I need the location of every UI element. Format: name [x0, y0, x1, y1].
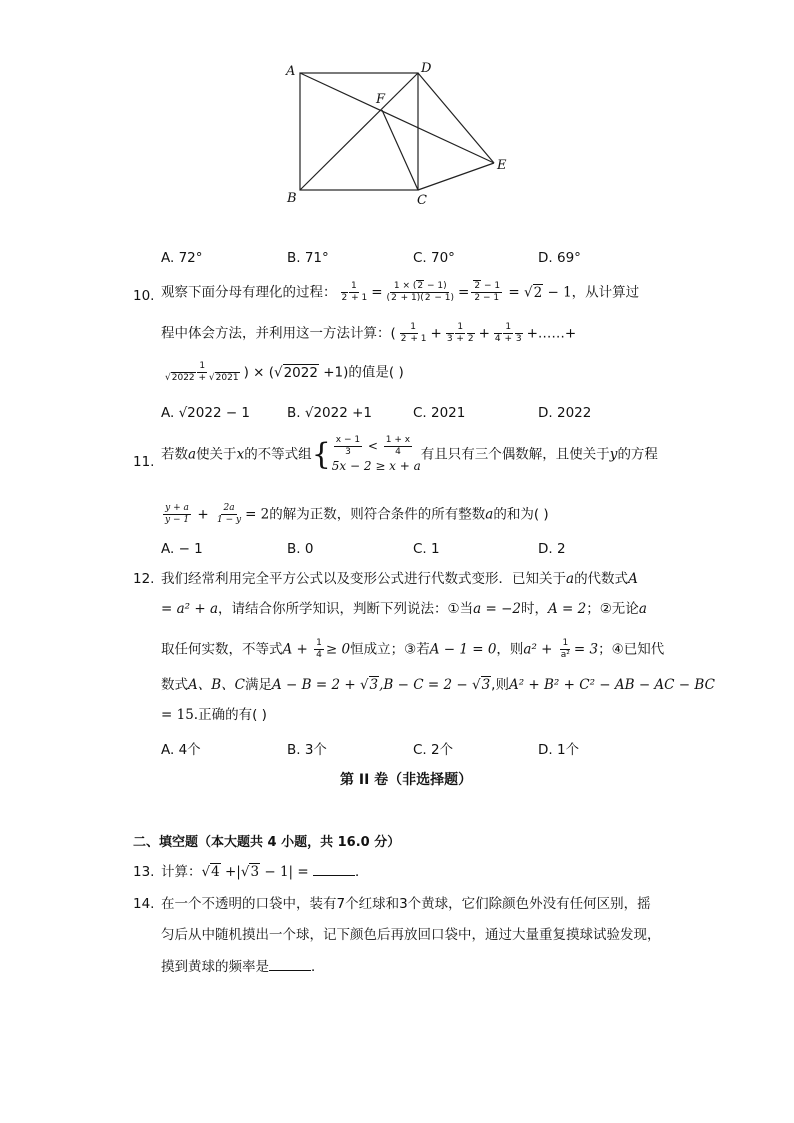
q10-frac-7: $\frac{1}{√2022 + √2021}$ — [165, 361, 239, 383]
q9-option-c: C. 70° — [413, 250, 455, 266]
q12-line3-a: 取任何实数，不等式 — [161, 641, 283, 658]
q12-line5: = 15.正确的有( ) — [161, 707, 267, 723]
q11-line1-a: 若数 — [161, 446, 188, 463]
q12-line3-d: ；④已知代 — [598, 641, 665, 658]
q11-line1: 若数a使关于x的不等式组 { $\frac{x - 1}{3}$ < $\frac{1 + x}{4}$ 5x − 2 ≥ x + a 有且只有三个偶数解，且使关于y的方程 — [161, 435, 658, 473]
diagonal-bd — [300, 73, 418, 190]
q11-number: 11. — [133, 454, 155, 470]
q12-number: 12. — [133, 571, 155, 587]
q11-line1-c: 的不等式组 — [244, 446, 312, 463]
q11-line1-e: 的方程 — [617, 446, 658, 463]
q12-line4: 数式A、B、C满足A − B = 2 + √3,B − C = 2 − √3,则A² + B² + C² − AB − AC − BC — [161, 677, 715, 693]
q12-line3-c: ，则 — [496, 641, 524, 658]
q10-option-b: B. √2022 +1 — [287, 405, 372, 421]
q12-line3: 取任何实数，不等式A + $\frac{1}{4}$ ≥ 0恒成立；③若A − 1 = 0，则a² + $\frac{1}{\text{a²}}$ = 3；④已知代 — [161, 638, 665, 660]
q12-line2-c: 时， — [520, 601, 548, 617]
q14-line1: 在一个不透明的口袋中，装有7个红球和3个黄球，它们除颜色外没有任何区别，摇 — [161, 896, 651, 912]
q11-frac-1: $\frac{y + a}{y - 1}$ — [165, 503, 190, 525]
q11-option-a: A. − 1 — [161, 541, 203, 557]
geometry-figure — [280, 60, 520, 210]
q10-option-c: C. 2021 — [413, 405, 466, 421]
q12-line3-b: 恒成立；③若 — [350, 641, 430, 658]
q13-suffix: ． — [355, 864, 369, 880]
q10-frac-3: $\frac{2 - 1}{2 - 1}$ — [471, 281, 502, 304]
q11-frac-2: $\frac{2a}{1 - y}$ — [216, 503, 242, 525]
label-b: B — [287, 191, 297, 206]
q12-line4-b: 满足 — [245, 677, 272, 693]
q10-frac-6: $\frac{1}{4 + 3}$ — [494, 322, 522, 344]
q12-line1-b: 的代数式 — [574, 571, 629, 587]
segment-ae — [300, 73, 494, 163]
q10-line3: $\frac{1}{√2022 + √2021}$ ) × (√2022 +1)的值是( ) — [165, 361, 404, 383]
q13-prefix: 计算： — [161, 864, 202, 880]
q12-line5-b: 正确的有( ) — [198, 707, 267, 723]
q13-answer-blank[interactable] — [313, 863, 355, 876]
q12-line2: = a² + a，请结合你所学知识，判断下列说法：①当a = −2时，A = 2；②无论a — [161, 601, 647, 617]
q10-line3-tail: 的值是( ) — [348, 364, 404, 381]
q10-line2-dots: +……+ — [526, 325, 577, 342]
q10-line2-text: 程中体会方法，并利用这一方法计算：( — [161, 325, 396, 342]
q12-line2-d: ；②无论 — [586, 601, 639, 617]
q12-line4-c: ,则 — [491, 677, 509, 693]
q11-line1-b: 使关于 — [196, 446, 237, 463]
q14-number: 14. — [133, 896, 155, 912]
segment-ce — [418, 163, 494, 190]
q10-frac-5: $\frac{1}{3 + 2}$ — [446, 322, 474, 344]
q10-frac-2: $\frac{1 \times (2 - 1)}{(2 + 1)(2 - 1)}$ — [386, 281, 455, 303]
label-d: D — [421, 61, 432, 76]
q11-line1-d: 有且只有三个偶数解，且使关于 — [420, 446, 610, 463]
q10-option-a: A. √2022 − 1 — [161, 405, 251, 421]
section2-title: 二、填空题（本大题共 4 小题，共 16.0 分） — [133, 835, 401, 850]
q12-option-d: D. 1个 — [538, 742, 580, 758]
segment-fc — [382, 110, 418, 190]
q14-line3 — [161, 958, 325, 976]
segment-de — [418, 73, 494, 163]
q10-line2: 程中体会方法，并利用这一方法计算：( $\frac{1}{2 + 1}$ + $\frac{1}{3 + 2}$ + $\frac{1}{4 + 3}$ +……+ — [161, 322, 577, 344]
q12-line1: 我们经常利用完全平方公式以及变形公式进行代数式变形．已知关于a的代数式A — [161, 571, 638, 587]
q9-option-a: A. 72° — [161, 250, 203, 266]
q9-option-d: D. 69° — [538, 250, 581, 266]
q11-option-d: D. 2 — [538, 541, 566, 557]
label-f: F — [376, 92, 386, 107]
part2-title: 第 II 卷（非选择题） — [340, 772, 473, 788]
q11-line2-end: 的和为( ) — [493, 506, 549, 523]
q12-line1-text: 我们经常利用完全平方公式以及变形公式进行代数式变形．已知关于 — [161, 571, 566, 587]
q10-line1-tail: ，从计算过 — [571, 284, 640, 301]
q11-inequality-system: { $\frac{x - 1}{3}$ < $\frac{1 + x}{4}$ 5x − 2 ≥ x + a — [311, 435, 421, 473]
q10-frac-1: $\frac{1}{2 + 1}$ — [341, 281, 368, 303]
q11-line2-text: 的解为正数，则符合条件的所有整数 — [269, 506, 486, 523]
q10-option-d: D. 2022 — [538, 405, 592, 421]
q12-option-a: A. 4个 — [161, 742, 201, 758]
q10-number: 10. — [133, 288, 155, 304]
q10-line1: 观察下面分母有理化的过程： $\frac{1}{2 + 1}$ = $\frac{1 \times (2 - 1)}{(2 + 1)(2 - 1)}$ = $\frac{2 - 1}{2 - 1}$ = √2 − 1，从计算过 — [161, 281, 640, 303]
label-a: A — [286, 64, 296, 79]
q11-option-c: C. 1 — [413, 541, 440, 557]
q12-option-b: B. 3个 — [287, 742, 327, 758]
label-c: C — [417, 193, 427, 208]
q13-number: 13. — [133, 864, 155, 880]
q9-option-b: B. 71° — [287, 250, 329, 266]
q12-line4-a: 数式 — [161, 677, 188, 693]
q11-option-b: B. 0 — [287, 541, 314, 557]
q14-line3-end: ． — [311, 959, 325, 975]
label-e: E — [497, 158, 507, 173]
q14-line3-text: 摸到黄球的频率是 — [161, 959, 269, 975]
q10-line1-text: 观察下面分母有理化的过程： — [161, 284, 337, 301]
q12-option-c: C. 2个 — [413, 742, 454, 758]
q11-line2: $\frac{y + a}{y - 1}$ + $\frac{2a}{1 - y}$ = 2的解为正数，则符合条件的所有整数a的和为( ) — [165, 503, 549, 525]
q10-frac-4: $\frac{1}{2 + 1}$ — [400, 322, 427, 344]
q12-line2-b: ，请结合你所学知识，判断下列说法：①当 — [218, 601, 474, 617]
q14-line2: 匀后从中随机摸出一个球，记下颜色后再放回口袋中，通过大量重复摸球试验发现， — [161, 927, 661, 943]
q13-line: 计算：√4 +|√3 − 1| = ． — [161, 864, 369, 880]
q14-answer-blank[interactable] — [269, 958, 311, 971]
